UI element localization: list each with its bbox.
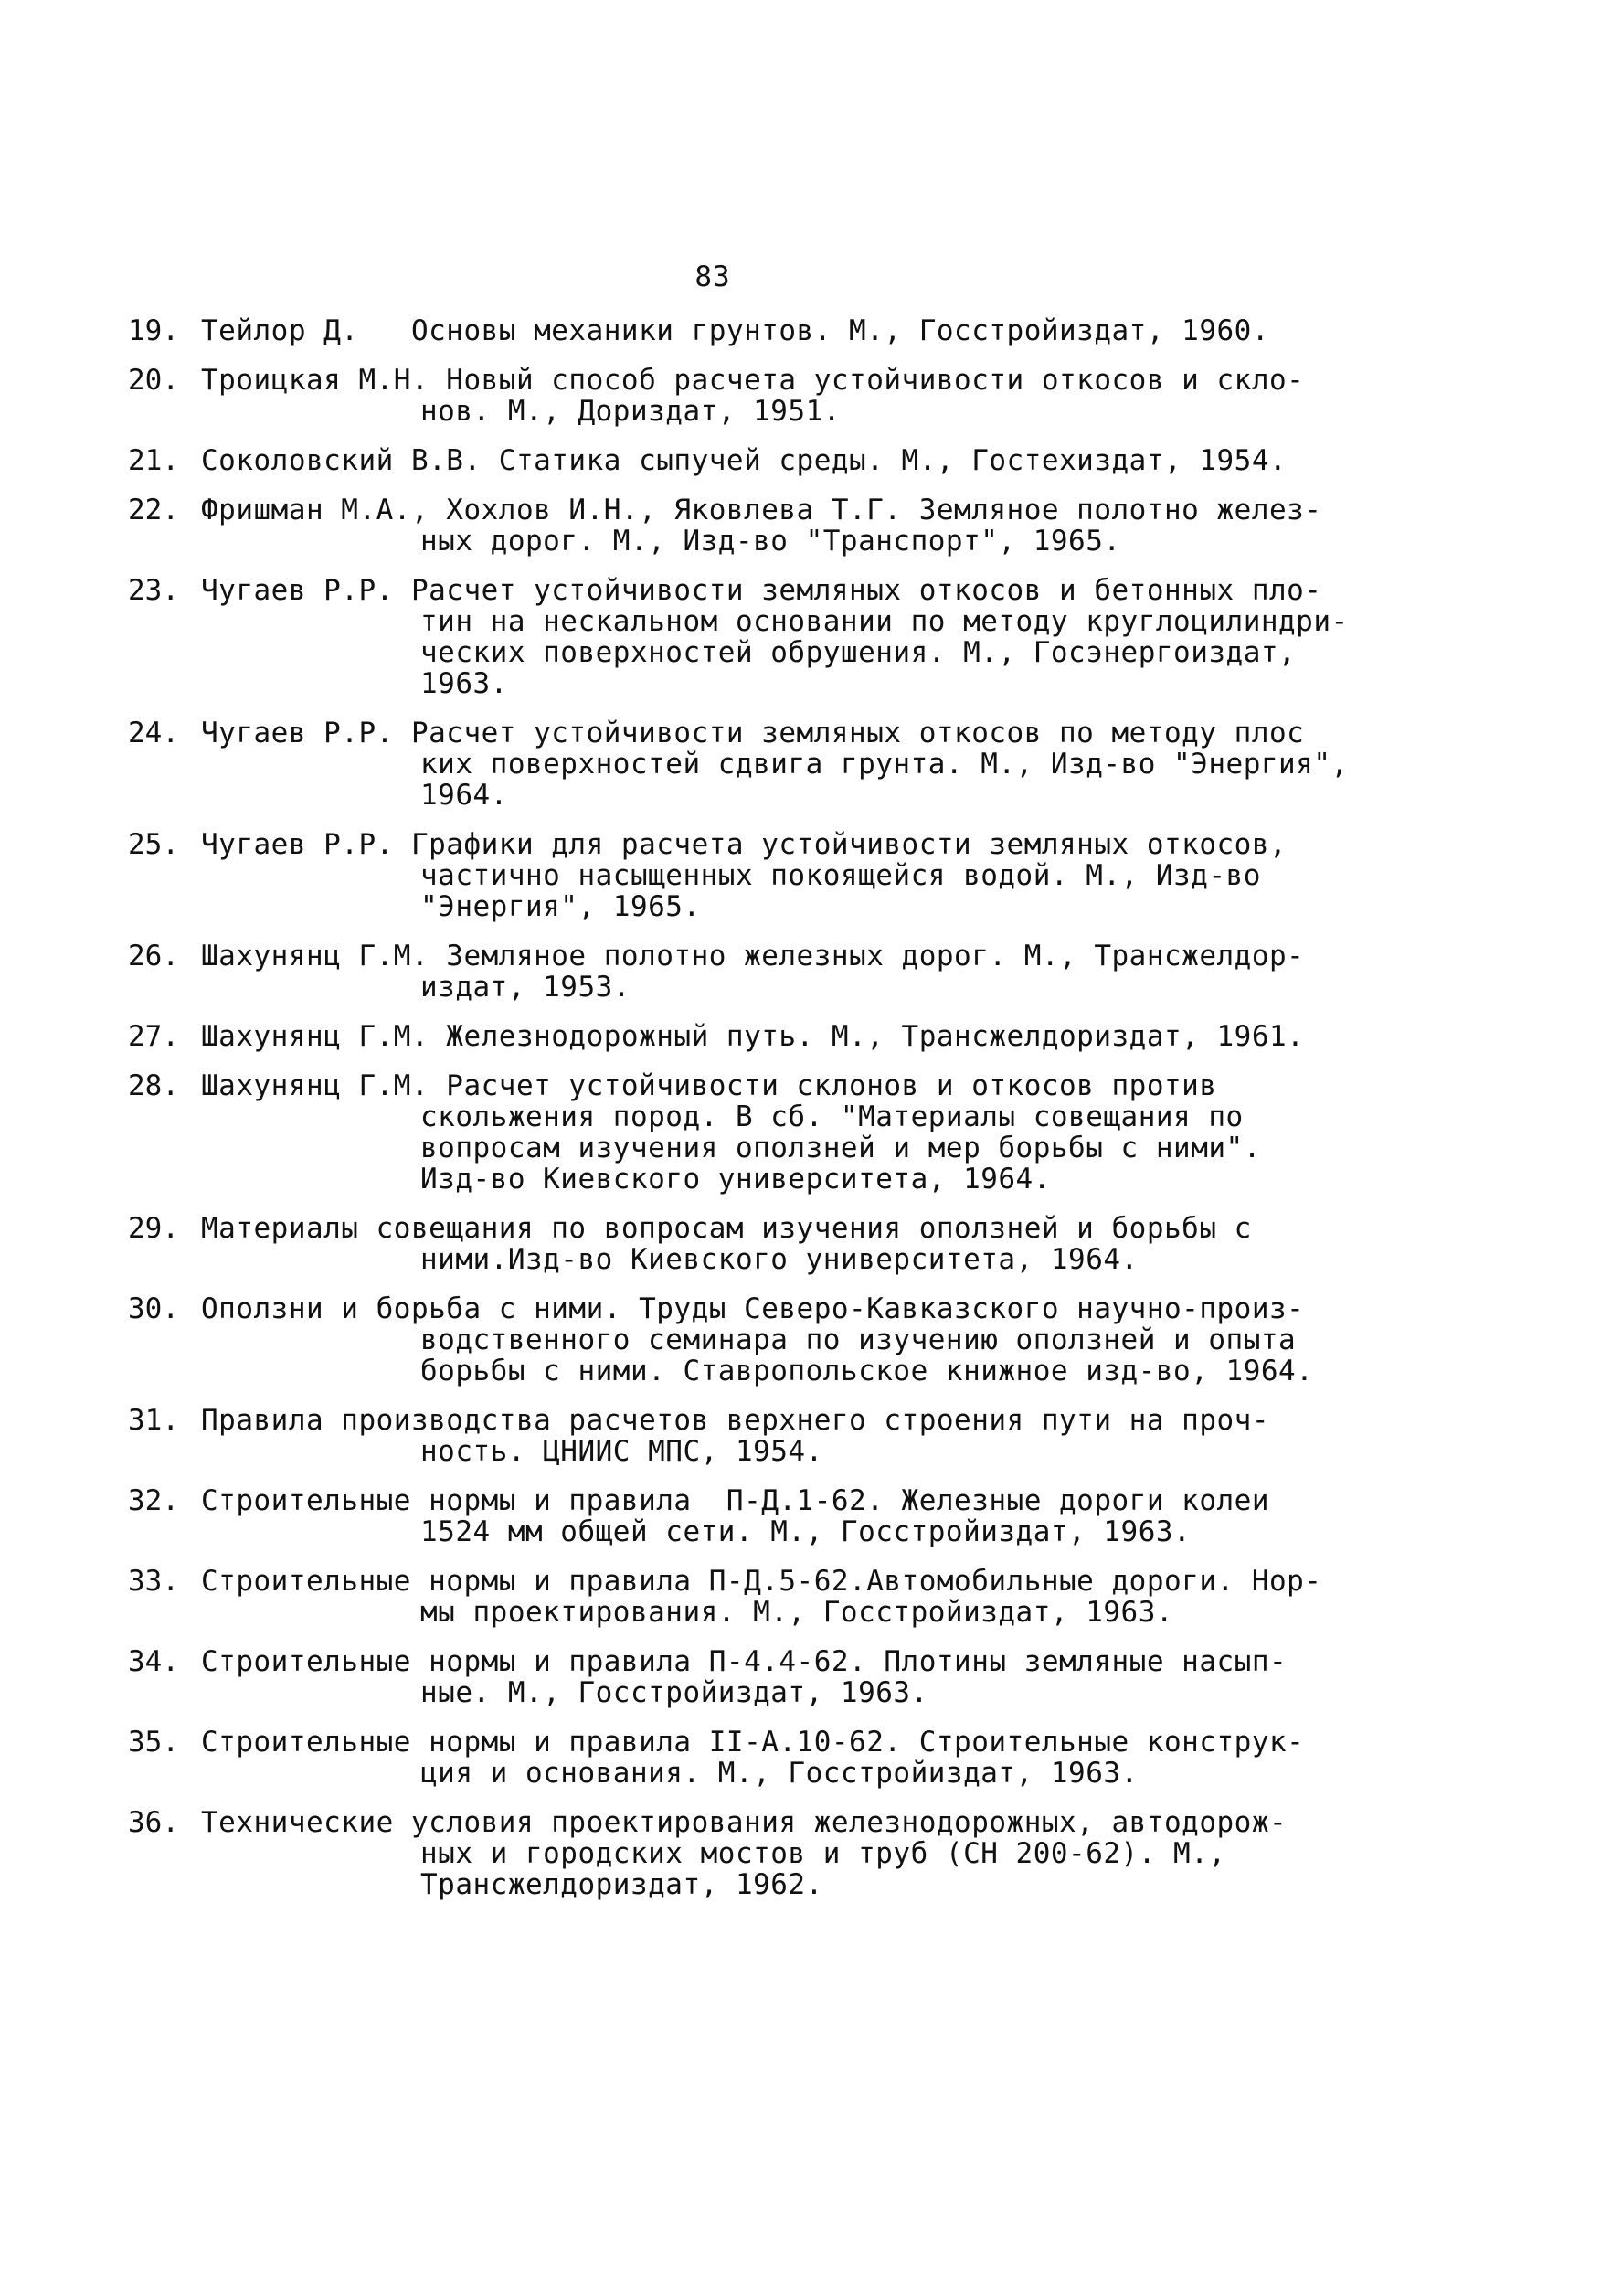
entry-text-line: частично насыщенных покоящейся водой. М., Изд-во bbox=[420, 859, 1261, 892]
entry-text-line: тин на нескальном основании по методу круглоцилиндри- bbox=[420, 605, 1349, 638]
bibliography-entry bbox=[128, 829, 1407, 922]
entry-text-line: ность. ЦНИИС МПС, 1954. bbox=[420, 1435, 823, 1468]
entry-text-line: ких поверхностей сдвига грунта. М., Изд-во "Энергия", bbox=[420, 748, 1349, 781]
bibliography-entry bbox=[128, 1070, 1407, 1195]
entry-text-line: Строительные нормы и правила П-4.4-62. Плотины земляные насып- bbox=[201, 1645, 1288, 1678]
entry-text-line: Оползни и борьба с ними. Труды Северо-Кавказского научно-произ- bbox=[201, 1292, 1305, 1325]
bibliography-entry bbox=[128, 941, 1407, 1003]
entry-text-line: 1964. bbox=[420, 779, 508, 812]
entry-text-line: Чугаев Р.Р. Графики для расчета устойчивости земляных откосов, bbox=[201, 828, 1288, 861]
entry-number: 21. bbox=[128, 444, 179, 477]
entry-text-line: вопросам изучения оползней и мер борьбы с ними". bbox=[420, 1132, 1261, 1164]
entry-text-line: Соколовский В.В. Статика сыпучей среды. М., Гостехиздат, 1954. bbox=[201, 444, 1288, 477]
entry-number: 31. bbox=[128, 1404, 179, 1437]
entry-number: 26. bbox=[128, 940, 179, 973]
bibliography-entry bbox=[128, 1807, 1407, 1900]
entry-number: 32. bbox=[128, 1484, 179, 1517]
entry-number: 28. bbox=[128, 1069, 179, 1102]
entry-text-line: Тейлор Д. Основы механики грунтов. М., Госстройиздат, 1960. bbox=[201, 314, 1269, 347]
entry-text-line: Строительные нормы и правила П-Д.1-62. Железные дороги колеи bbox=[201, 1484, 1269, 1517]
entry-text-line: ция и основания. М., Госстройиздат, 1963. bbox=[420, 1757, 1139, 1790]
bibliography-entry bbox=[128, 1021, 1407, 1052]
entry-text-line: Материалы совещания по вопросам изучения оползней и борьбы с bbox=[201, 1212, 1252, 1245]
bibliography-entry bbox=[128, 575, 1407, 699]
entry-text-line: ные. М., Госстройиздат, 1963. bbox=[420, 1676, 928, 1709]
bibliography-entry bbox=[128, 445, 1407, 476]
bibliography-entry bbox=[128, 1566, 1407, 1628]
entry-text-line: издат, 1953. bbox=[420, 971, 631, 1004]
entry-number: 27. bbox=[128, 1020, 179, 1053]
entry-text-line: Троицкая М.Н. Новый способ расчета устойчивости откосов и скло- bbox=[201, 364, 1305, 397]
entry-number: 36. bbox=[128, 1806, 179, 1839]
entry-text-line: Шахунянц Г.М. Земляное полотно железных дорог. М., Трансжелдор- bbox=[201, 940, 1305, 973]
bibliography-list bbox=[128, 315, 1407, 1919]
entry-number: 19. bbox=[128, 314, 179, 347]
bibliography-entry bbox=[128, 718, 1407, 811]
entry-text-line: ческих поверхностей обрушения. М., Госэнергоиздат, bbox=[420, 636, 1297, 669]
bibliography-entry bbox=[128, 315, 1407, 346]
entry-text-line: Чугаев Р.Р. Расчет устойчивости земляных откосов по методу плос bbox=[201, 717, 1305, 749]
bibliography-entry bbox=[128, 1293, 1407, 1387]
bibliography-entry bbox=[128, 494, 1407, 557]
entry-number: 34. bbox=[128, 1645, 179, 1678]
entry-text-line: Правила производства расчетов верхнего строения пути на проч- bbox=[201, 1404, 1269, 1437]
entry-text-line: скольжения пород. В сб. "Материалы совещания по bbox=[420, 1100, 1244, 1133]
bibliography-entry bbox=[128, 365, 1407, 427]
entry-text-line: Строительные нормы и правила II-А.10-62. Строительные конструк- bbox=[201, 1726, 1305, 1759]
entry-number: 29. bbox=[128, 1212, 179, 1245]
entry-number: 35. bbox=[128, 1726, 179, 1759]
entry-text-line: Технические условия проектирования железнодорожных, автодорож- bbox=[201, 1806, 1288, 1839]
entry-text-line: ных и городских мостов и труб (СН 200-62). М., bbox=[420, 1837, 1226, 1870]
entry-number: 33. bbox=[128, 1565, 179, 1598]
entry-text-line: Трансжелдориздат, 1962. bbox=[420, 1868, 823, 1901]
entry-text-line: Шахунянц Г.М. Железнодорожный путь. М., Трансжелдориздат, 1961. bbox=[201, 1020, 1305, 1053]
page-number: 83 bbox=[694, 260, 731, 293]
entry-text-line: Шахунянц Г.М. Расчет устойчивости склонов и откосов против bbox=[201, 1069, 1217, 1102]
bibliography-entry bbox=[128, 1213, 1407, 1275]
entry-number: 20. bbox=[128, 364, 179, 397]
entry-text-line: нов. М., Дориздат, 1951. bbox=[420, 395, 841, 428]
bibliography-entry bbox=[128, 1405, 1407, 1467]
entry-text-line: 1524 мм общей сети. М., Госстройиздат, 1963. bbox=[420, 1515, 1192, 1548]
entry-text-line: водственного семинара по изучению оползней и опыта bbox=[420, 1323, 1297, 1356]
entry-text-line: Фришман М.А., Хохлов И.Н., Яковлева Т.Г. Земляное полотно желез- bbox=[201, 494, 1322, 526]
entry-number: 23. bbox=[128, 574, 179, 607]
entry-number: 30. bbox=[128, 1292, 179, 1325]
bibliography-entry bbox=[128, 1727, 1407, 1789]
entry-text-line: ных дорог. М., Изд-во "Транспорт", 1965. bbox=[420, 525, 1121, 558]
bibliography-entry bbox=[128, 1646, 1407, 1708]
entry-text-line: Изд-во Киевского университета, 1964. bbox=[420, 1163, 1051, 1196]
entry-text-line: Чугаев Р.Р. Расчет устойчивости земляных откосов и бетонных пло- bbox=[201, 574, 1322, 607]
entry-number: 24. bbox=[128, 717, 179, 749]
entry-text-line: "Энергия", 1965. bbox=[420, 890, 701, 923]
entry-text-line: ними.Изд-во Киевского университета, 1964. bbox=[420, 1243, 1139, 1276]
entry-text-line: 1963. bbox=[420, 667, 508, 700]
entry-number: 22. bbox=[128, 494, 179, 526]
entry-text-line: Строительные нормы и правила П-Д.5-62.Автомобильные дороги. Нор- bbox=[201, 1565, 1322, 1598]
entry-number: 25. bbox=[128, 828, 179, 861]
entry-text-line: борьбы с ними. Ставропольское книжное изд-во, 1964. bbox=[420, 1355, 1314, 1387]
bibliography-entry bbox=[128, 1485, 1407, 1547]
entry-text-line: мы проектирования. М., Госстройиздат, 1963. bbox=[420, 1596, 1174, 1629]
